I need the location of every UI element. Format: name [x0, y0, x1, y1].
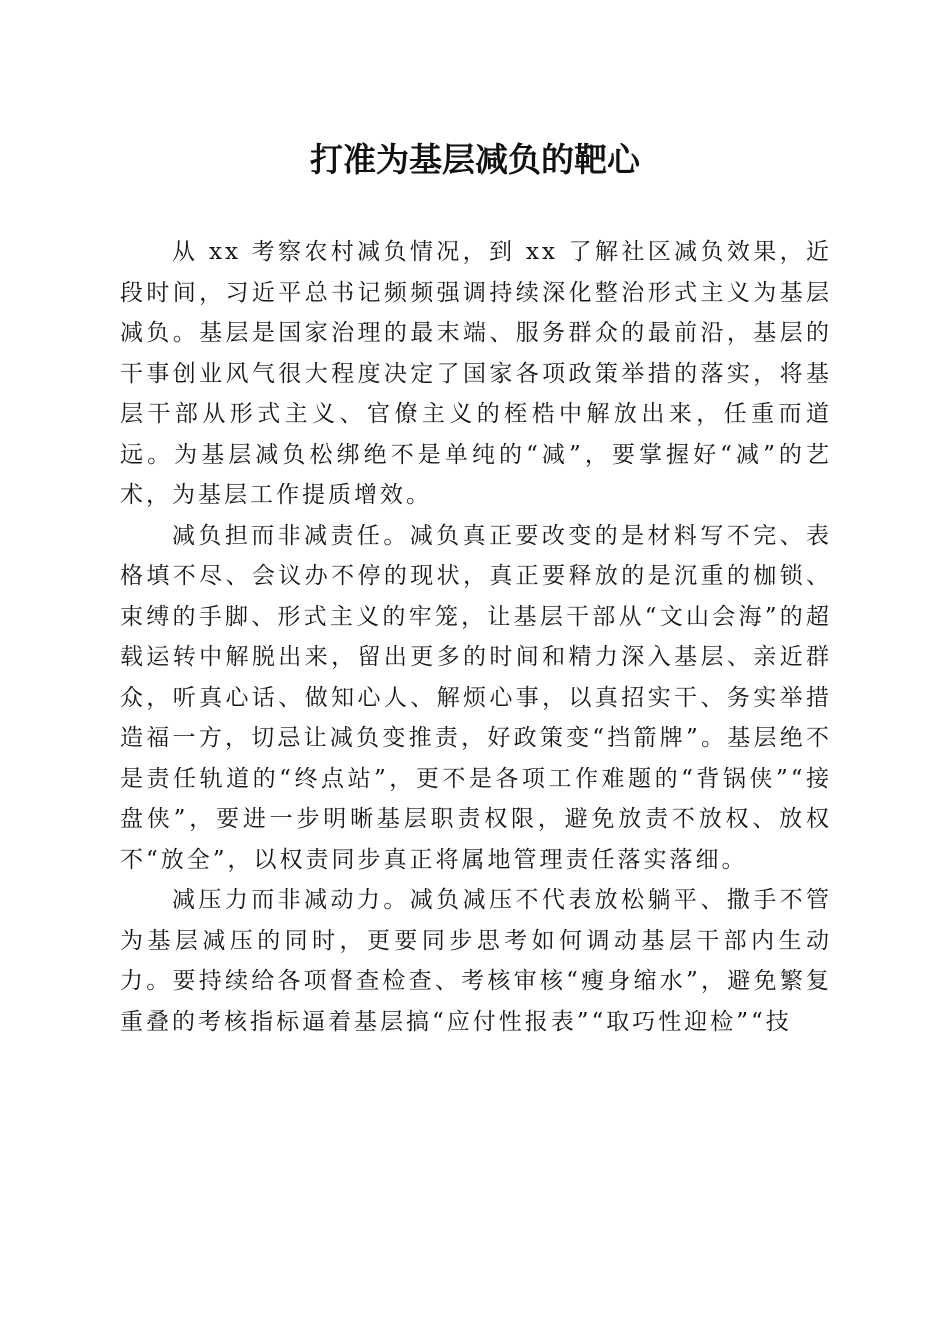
paragraph-reduce-burden: 减负担而非减责任。减负真正要改变的是材料写不完、表格填不尽、会议办不停的现状，真正要释放的是沉重的枷锁、束缚的手脚、形式主义的牢笼，让基层干部从“文山会海”的超载运转中解脱出来，留出更多的时间和精力深入基层、亲近群众，听真心话、做知心人、解烦心事，以真招实干、务实举措造福一方，切忌让减负变推责，好政策变“挡箭牌”。基层绝不是责任轨道的“终点站”，更不是各项工作难题的“背锅侠”“接盘侠”，要进一步明晰基层职责权限，避免放责不放权、放权不“放全”，以权责同步真正将属地管理责任落实落细。	[120, 522, 832, 873]
paragraph-reduce-pressure: 减压力而非减动力。减负减压不代表放松躺平、撒手不管为基层减压的同时，更要同步思考如何调动基层干部内生动力。要持续给各项督查检查、考核审核“瘦身缩水”，避免繁复重叠的考核指标逼着基层搞“应付性报表”“取巧性迎检”“技	[120, 887, 832, 1035]
document-title: 打准为基层减负的靶心	[310, 140, 640, 179]
paragraph-intro: 从 xx 考察农村减负情况，到 xx 了解社区减负效果，近段时间，习近平总书记频频强调持续深化整治形式主义为基层减负。基层是国家治理的最末端、服务群众的最前沿，基层的干事创业风气很大程度决定了国家各项政策举措的落实，将基层干部从形式主义、官僚主义的桎梏中解放出来，任重而道远。为基层减负松绑绝不是单纯的“减”，要掌握好“减”的艺术，为基层工作提质增效。	[120, 239, 832, 508]
document-body	[120, 232, 832, 1042]
